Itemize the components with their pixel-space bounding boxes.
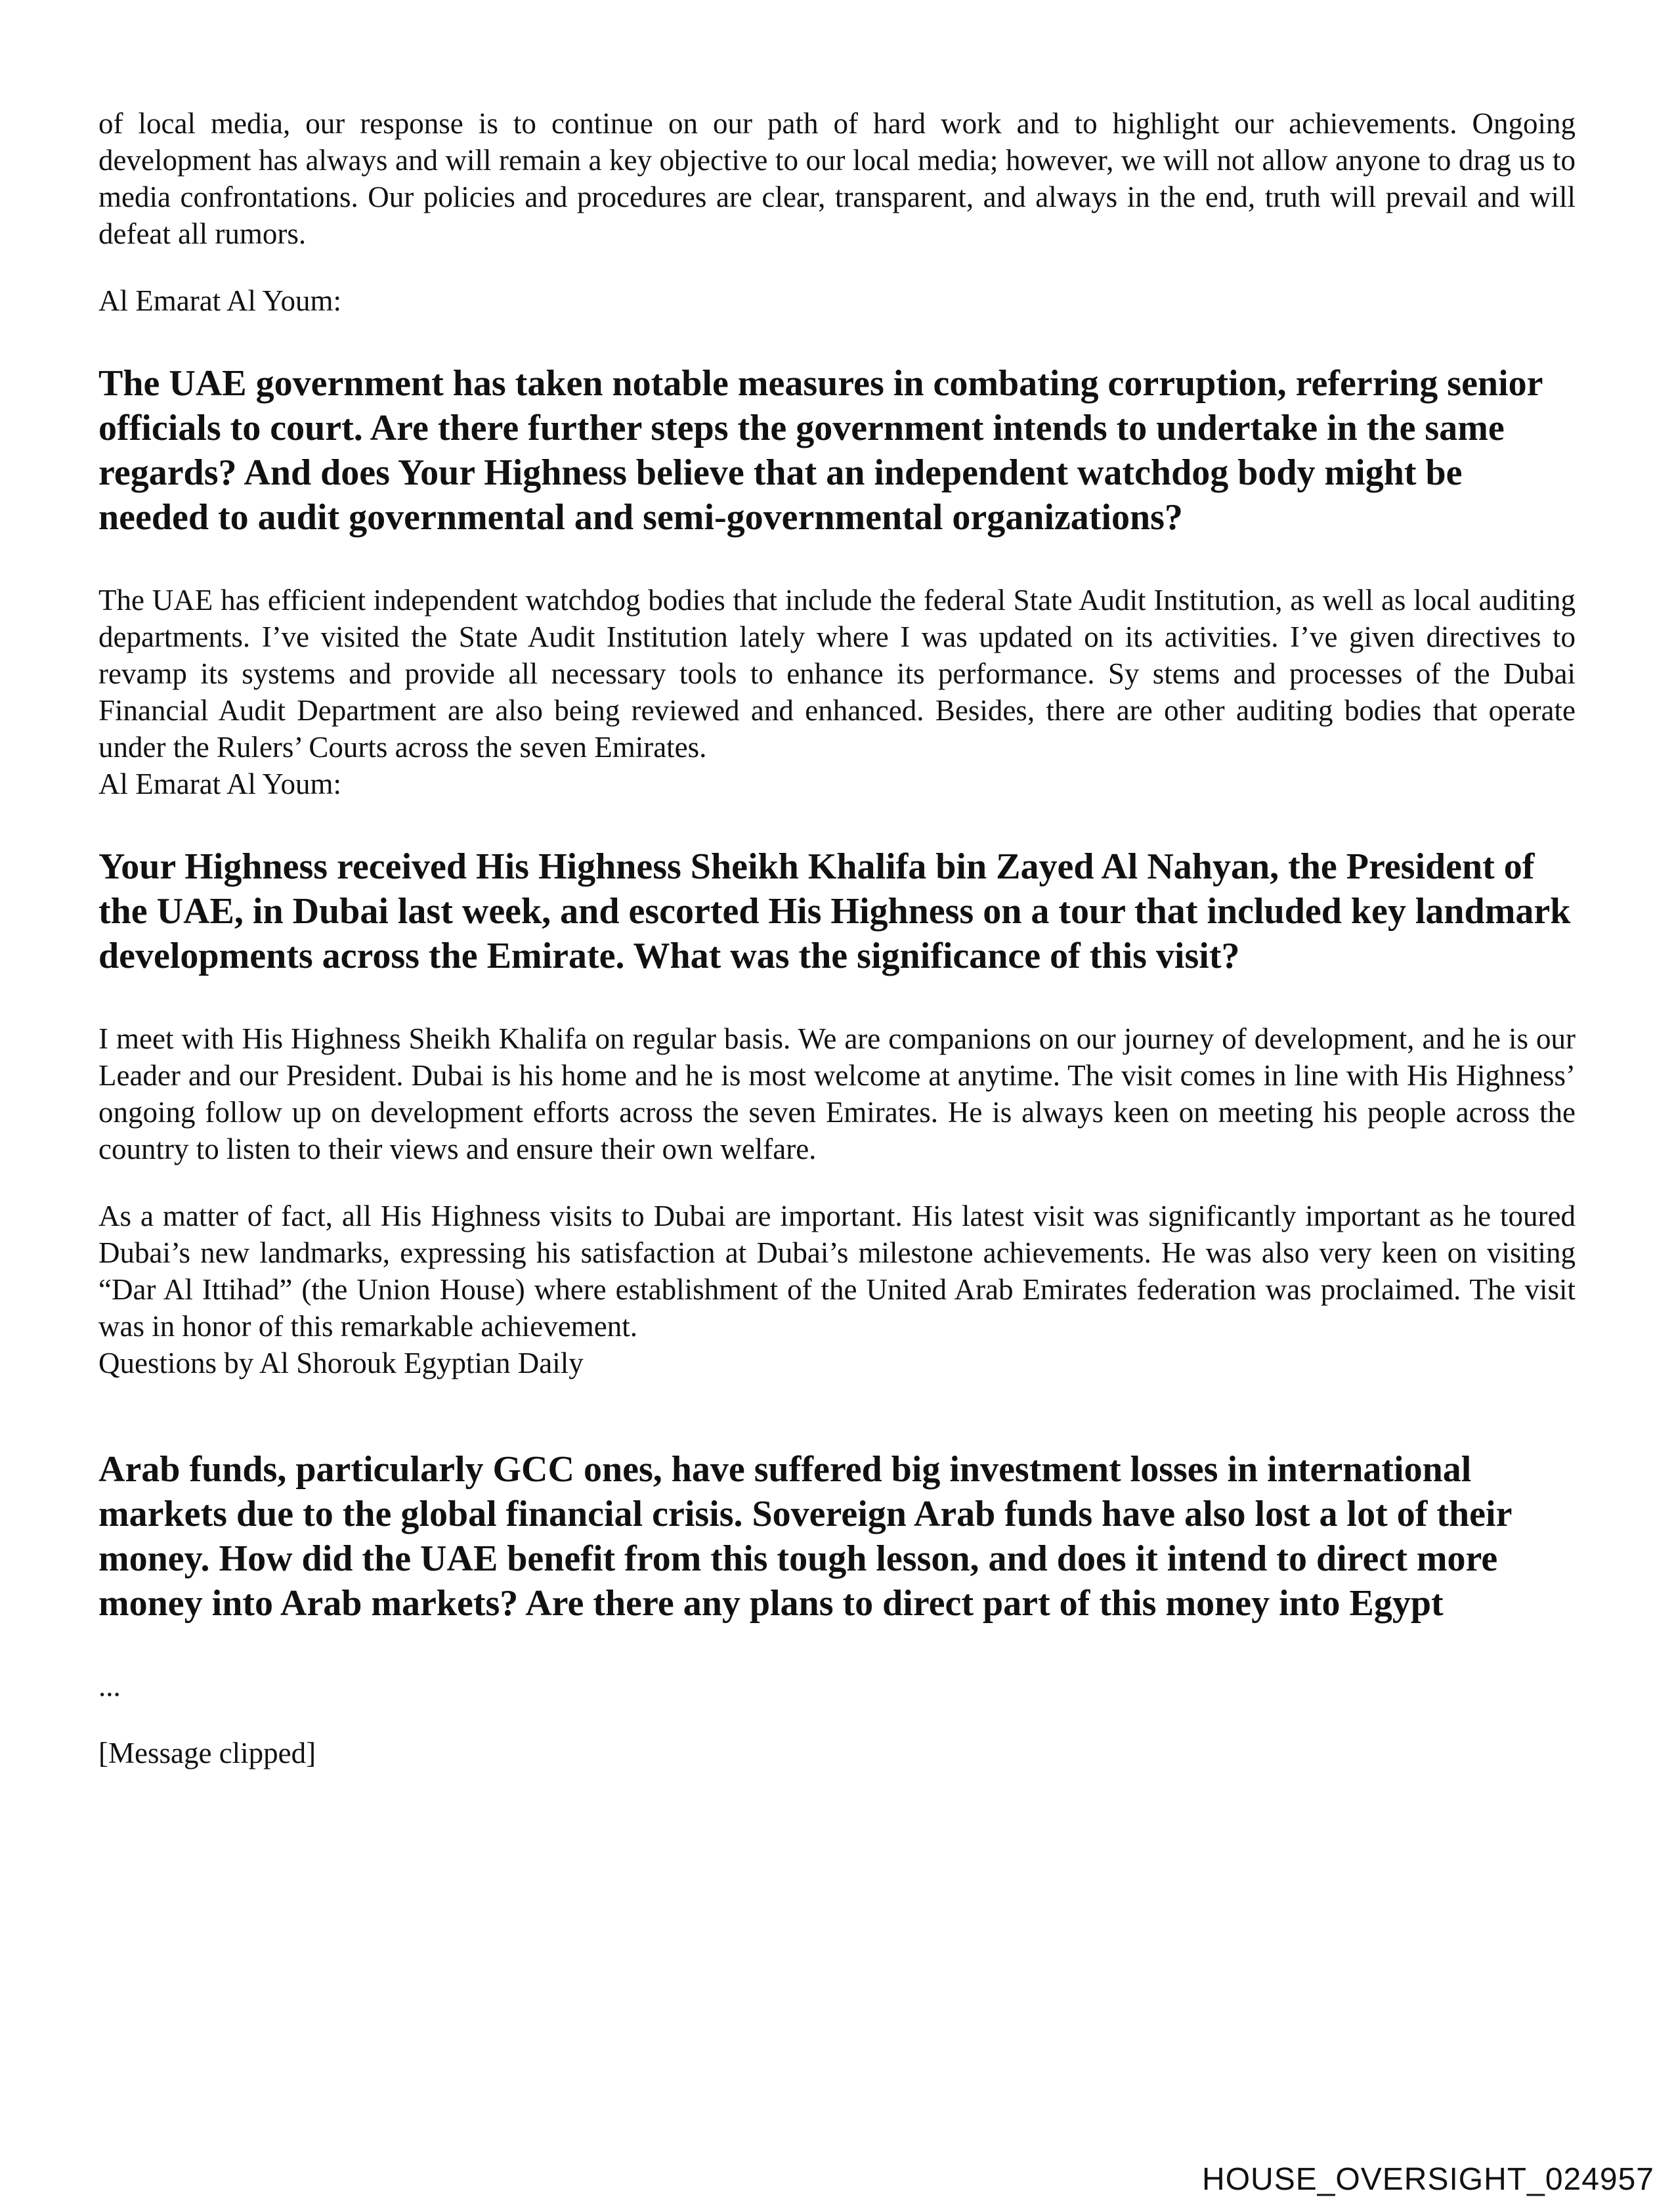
speaker-label-3: Questions by Al Shorouk Egyptian Daily [98, 1347, 584, 1379]
answer-1: The UAE has efficient independent watchdog bodies that include the federal State Audit Institution, as well as local auditing departments. I’ve visited the State Audit Institution lately where I was updated on its activities. I’ve given directives to revamp its systems and provide all necessary tools to enhance its performance. Sy stems and processes of the Dubai Financial Audit Department are also being reviewed and enhanced. Besides, there are other auditing bodies that operate under the Rulers’ Courts across the seven Emirates. [98, 584, 1576, 764]
speaker-label-2: Al Emarat Al Youm: [98, 768, 342, 800]
intro-paragraph: of local media, our response is to continue on our path of hard work and to highlight our achievements. Ongoing development has always and will remain a key objective to our local media; however, we will not allow anyone to drag us to media confrontations. Our policies and procedures are clear, transparent, and always in the end, truth will prevail and will defeat all rumors. [98, 107, 1576, 250]
ellipsis: ... [98, 1670, 121, 1702]
answer-2-paragraph-1: I meet with His Highness Sheikh Khalifa on regular basis. We are companions on our journey of development, and he is our Leader and our President. Dubai is his home and he is most welcome at anytime. The visit comes in line with His Highness’ ongoing follow up on development efforts across the seven Emirates. He is always keen on meeting his people across the country to listen to their views and ensure their own welfare. [98, 1022, 1576, 1165]
question-3: Arab funds, particularly GCC ones, have suffered big investment losses in international markets due to the global financial crisis. Sovereign Arab funds have also lost a lot of their money. How did the UAE benefit from this tough lesson, and does it intend to direct more money into Arab markets? Are there any plans to direct part of this money into Egypt [98, 1449, 1512, 1624]
document-page [98, 105, 1576, 1771]
message-clipped-notice: [Message clipped] [98, 1737, 316, 1769]
bates-number: HOUSE_OVERSIGHT_024957 [1202, 2162, 1654, 2197]
speaker-label-1: Al Emarat Al Youm: [98, 284, 342, 317]
question-2: Your Highness received His Highness Sheikh Khalifa bin Zayed Al Nahyan, the President of the UAE, in Dubai last week, and escorted His Highness on a tour that included key landmark developments across the Emirate. What was the significance of this visit? [98, 846, 1571, 976]
answer-2-paragraph-2: As a matter of fact, all His Highness visits to Dubai are important. His latest visit was significantly important as he toured Dubai’s new landmarks, expressing his satisfaction at Dubai’s milestone achievements. He was also very keen on visiting “Dar Al Ittihad” (the Union House) where establishment of the United Arab Emirates federation was proclaimed. The visit was in honor of this remarkable achievement. [98, 1200, 1576, 1343]
question-1: The UAE government has taken notable measures in combating corruption, referring senior officials to court. Are there further steps the government intends to undertake in the same regards? And does Your Highness believe that an independent watchdog body might be needed to audit governmental and semi-governmental organizations? [98, 363, 1543, 538]
